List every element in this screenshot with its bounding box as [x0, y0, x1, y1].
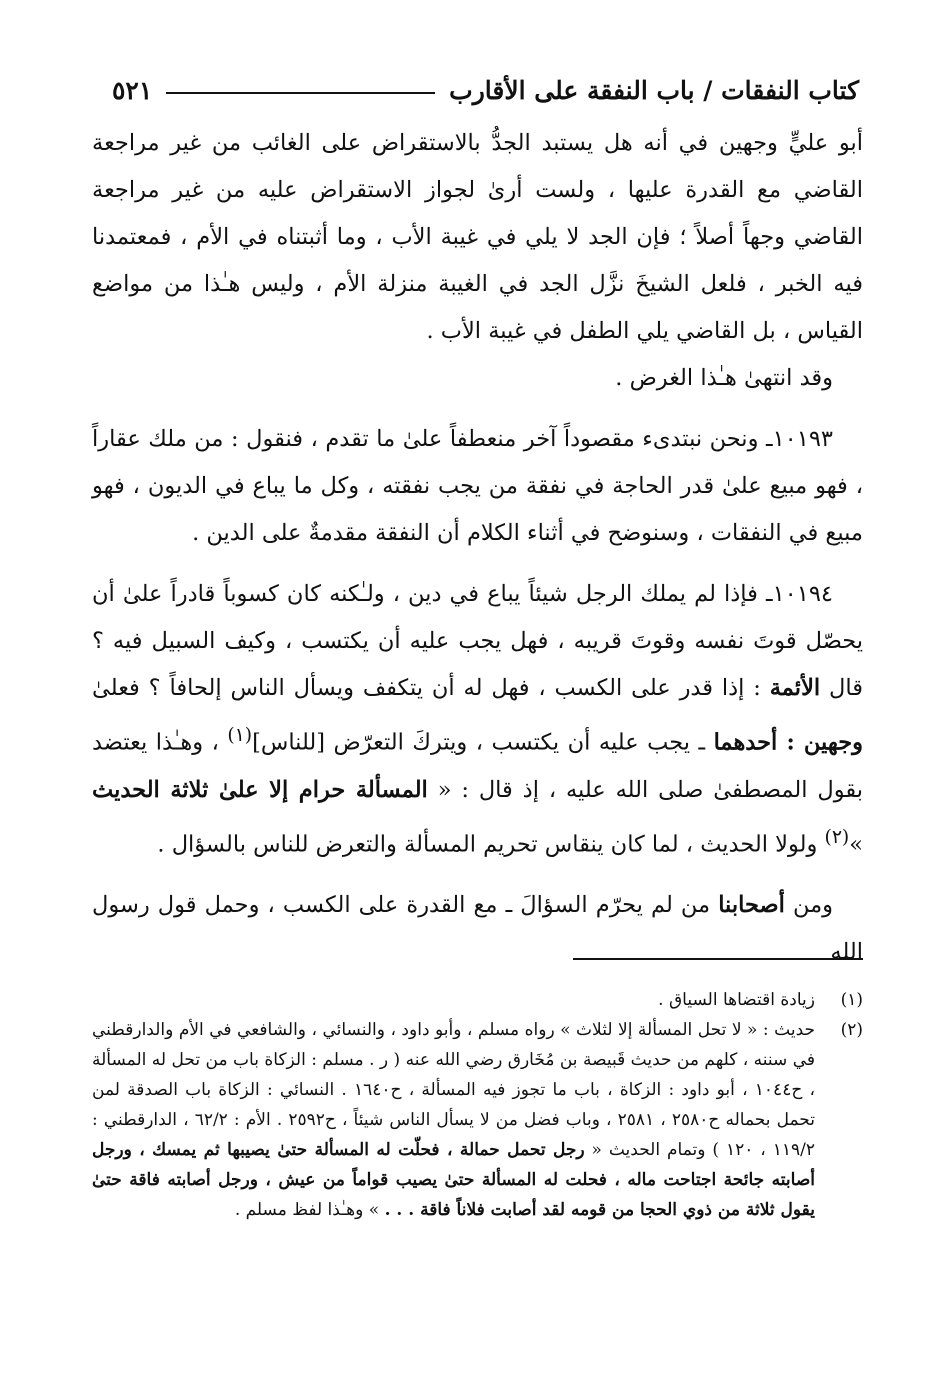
- bold-term: الأئمة: [769, 675, 821, 701]
- text-run: ١٠١٩٤ـ فإذا لم يملك الرجل شيئاً يباع في دين ، ولـٰكنه كان كسوباً قادراً علىٰ أن يحصّل قوتَ نفسه وقوتَ قريبه ، فهل يجب عليه أن يكتسب ، وكيف السبيل فيه ؟ قال: [92, 581, 863, 701]
- text-run: ، وهـٰذا يعتضد بقول المصطفىٰ صلى الله عليه ، إذ قال : «: [92, 729, 863, 803]
- footnote-number: (٢): [840, 1020, 863, 1040]
- bold-term: أصحابنا: [718, 892, 785, 918]
- text-run: من لم يحرّم السؤالَ ـ مع القدرة على الكسب ، وحمل قول رسول الله: [92, 892, 863, 965]
- paragraph: وقد انتهىٰ هـٰذا الغرض .: [615, 365, 833, 391]
- footnote-ref: (٢): [824, 826, 850, 848]
- footnote-tail: » وهـٰذا لفظ مسلم .: [234, 1200, 385, 1220]
- hadith-quote: المسألة حرام إلا علىٰ ثلاثة الحديث: [92, 776, 428, 803]
- page-number: ٥٢١: [112, 75, 153, 105]
- text-run: ـ يجب عليه أن يكتسب ، ويتركَ التعرّض [للناس]: [252, 729, 714, 756]
- paragraph: [92, 571, 863, 868]
- paragraph: ١٠١٩٣ـ ونحن نبتدىء مقصوداً آخر منعطفاً علىٰ ما تقدم ، فنقول : من ملك عقاراً ، فهو مبيع علىٰ قدر الحاجة في نفقة من يجب نفقته ، وكل ما يباع في الديون ، فهو مبيع في النفقات ، وسنوضح في أثناء الكلام أن النفقة مقدمةٌ على الدين .: [92, 426, 863, 546]
- footnote-hadith: رجل تحمل حمالة ، فحلّت له المسألة حتىٰ يصيبها ثم يمسك ، ورجل أصابته جائحة اجتاحت ماله ، فحلت له المسألة حتىٰ يصيب قواماً من عيش ، ورجل أصابته فاقة حتىٰ يقول ثلاثة من ذوي الحجا من قومه لقد أصابت فلاناً فاقة . . .: [92, 1140, 815, 1220]
- text-run: »: [849, 831, 863, 857]
- footnote-separator: [573, 958, 863, 960]
- footnote-text: زيادة اقتضاها السياق .: [658, 990, 815, 1010]
- header-rule: [166, 92, 435, 94]
- body-text: [92, 120, 863, 976]
- footnote: [92, 985, 863, 1015]
- text-run: ولولا الحديث ، لما كان ينقاس تحريم المسألة والتعرض للناس بالسؤال .: [157, 831, 825, 857]
- header-title: كتاب النفقات / باب النفقة على الأقارب: [449, 75, 859, 105]
- text-run: ومن: [784, 892, 834, 918]
- footnote-ref: (١): [227, 725, 253, 746]
- footnote-text-container: [92, 1015, 815, 1225]
- footnote-text: حديث : « لا تحل المسألة إلا لثلاث » رواه مسلم ، وأبو داود ، والنسائي ، والشافعي في الأم والدارقطني في سننه ، كلهم من حديث قَبيصة بن مُخَارق رضي الله عنه ( ر . مسلم : الزكاة باب من تحل له المسألة ، ح١٠٤٤ ، أبو داود : الزكاة ، باب ما تجوز فيه المسألة ، ح١٦٤٠ . النسائي : الزكاة باب الصدقة لمن تحمل بحماله ح٢٥٨٠ ، ٢٥٨١ ، وباب فضل من لا يسأل الناس شيئاً ، ح٢٥٩٢ . الأم : ٦٢/٢ ، الدارقطني : ١١٩/٢ ، ١٢٠ ) وتمام الحديث «: [92, 1020, 816, 1160]
- bold-term: وجهين : أحدهما: [713, 729, 863, 756]
- paragraph: أبو عليٍّ وجهين في أنه هل يستبد الجدُّ بالاستقراض على الغائب من غير مراجعة القاضي مع القدرة عليها ، ولست أرىٰ لجواز الاستقراض عليه من غير مراجعة القاضي وجهاً أصلاً ؛ فإن الجد لا يلي في غيبة الأب ، وما أثبتناه في الأم ، فمعتمدنا فيه الخبر ، فلعل الشيخَ نزَّل الجد في الغيبة منزلة الأم ، وليس هـٰذا من مواضع القياس ، بل القاضي يلي الطفل في غيبة الأب .: [92, 130, 863, 344]
- running-header: [112, 70, 859, 110]
- text-run: : إذا قدر على الكسب ، فهل له أن يتكفف ويسأل الناس إلحافاً ؟ فعلىٰ: [92, 675, 770, 701]
- footnotes: [92, 985, 863, 1225]
- paragraph: [92, 882, 863, 976]
- footnote-number: (١): [840, 990, 863, 1010]
- footnote: [92, 1015, 863, 1225]
